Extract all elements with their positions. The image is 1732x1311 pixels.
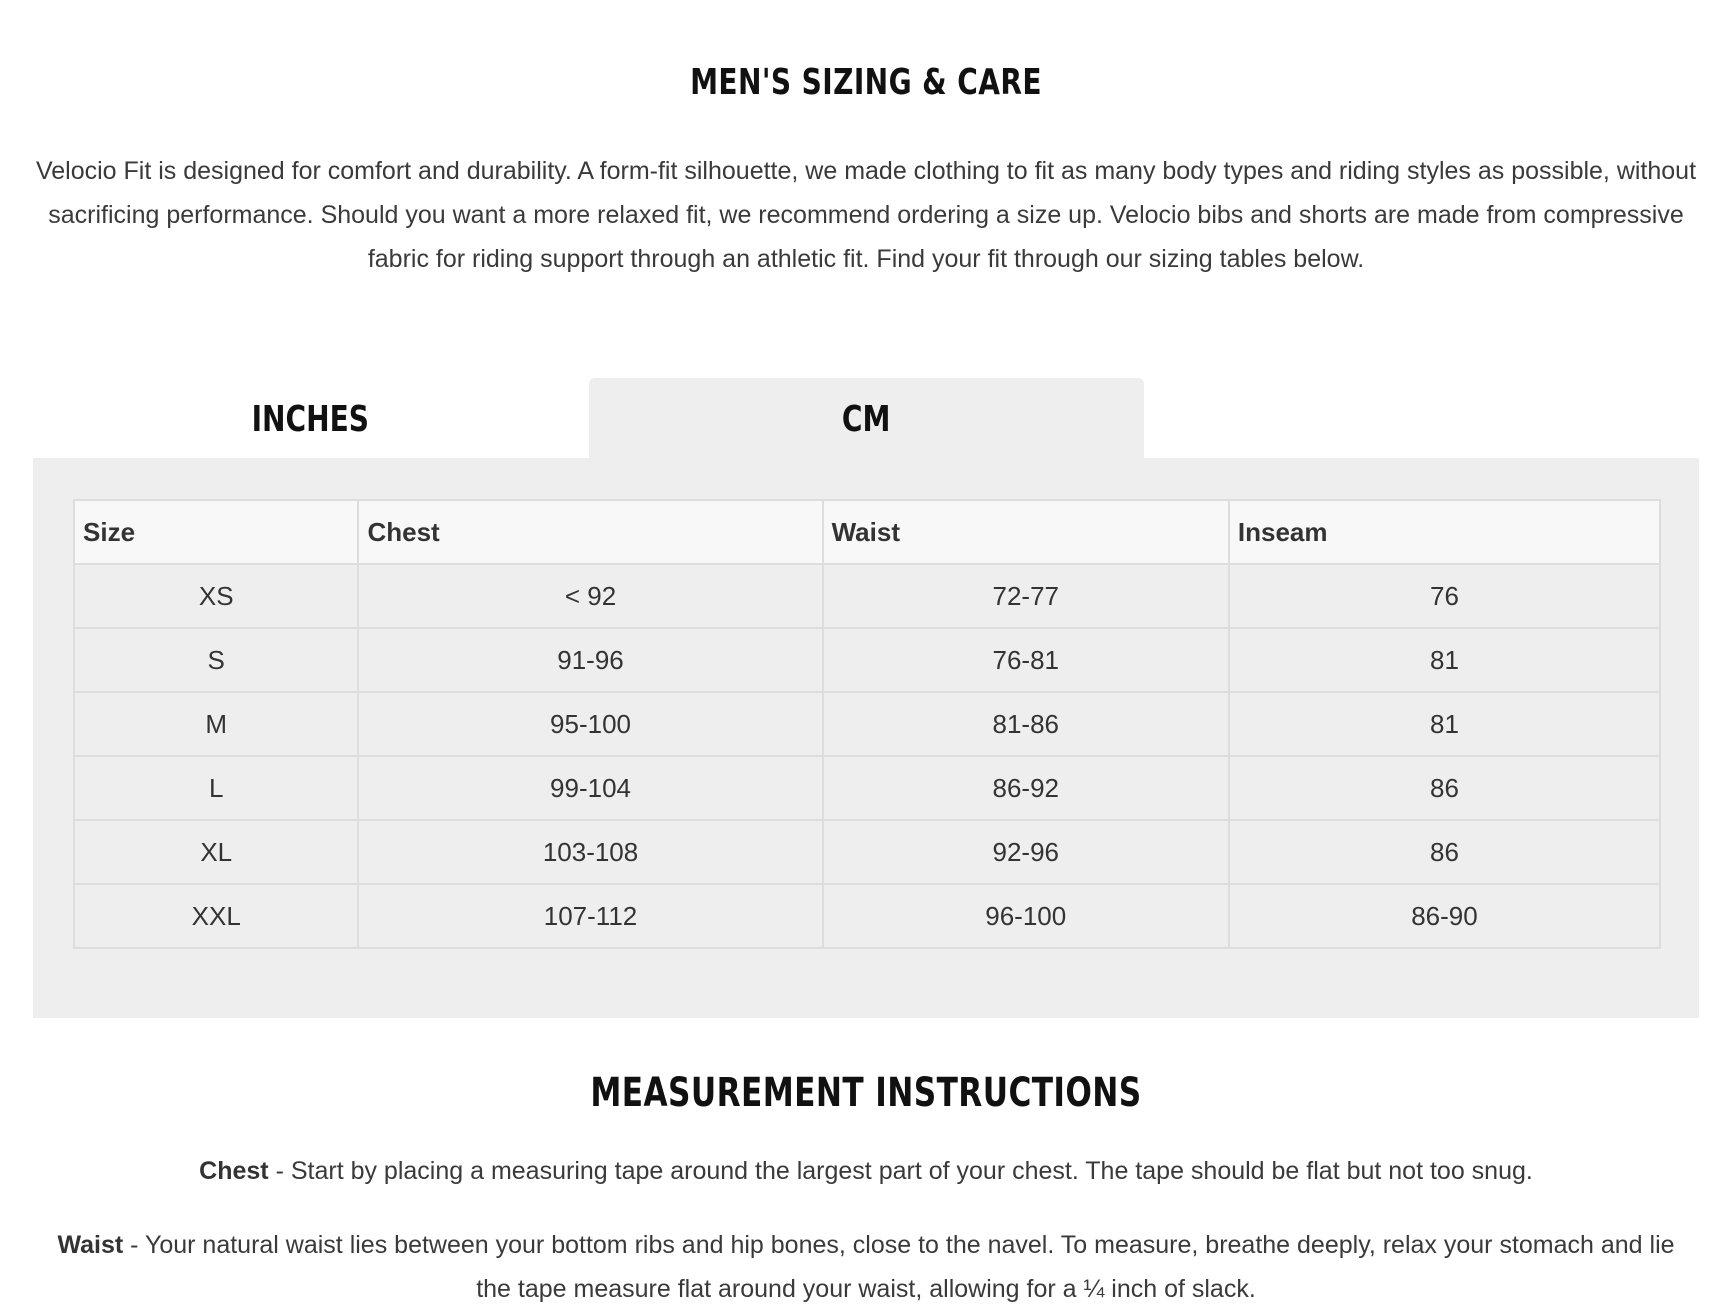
cell-waist: 72-77 xyxy=(823,564,1229,628)
header-chest: Chest xyxy=(358,500,822,564)
waist-label: Waist xyxy=(57,1231,124,1259)
cell-inseam: 76 xyxy=(1229,564,1660,628)
cell-size: L xyxy=(74,756,358,820)
cell-size: S xyxy=(74,628,358,692)
header-waist: Waist xyxy=(823,500,1229,564)
table-header-row xyxy=(74,500,1660,564)
table-row xyxy=(74,564,1660,628)
chest-text: - Start by placing a measuring tape around the largest part of your chest. The tape should be flat but not too snug. xyxy=(268,1157,1533,1185)
cell-inseam: 81 xyxy=(1229,628,1660,692)
tab-inches-label: INCHES xyxy=(251,399,370,440)
cell-waist: 86-92 xyxy=(823,756,1229,820)
cell-size: XXL xyxy=(74,884,358,948)
waist-text: - Your natural waist lies between your bottom ribs and hip bones, close to the navel. To measure, breathe deeply, relax your stomach and lie the tape measure flat around your waist, allowing for a ¼ inch of slack. xyxy=(123,1231,1675,1303)
table-row xyxy=(74,628,1660,692)
cell-chest: 103-108 xyxy=(358,820,822,884)
size-table xyxy=(73,499,1661,949)
measurement-title: MEASUREMENT INSTRUCTIONS xyxy=(590,1070,1142,1117)
cell-waist: 76-81 xyxy=(823,628,1229,692)
chest-instruction xyxy=(40,1149,1692,1193)
table-row xyxy=(74,692,1660,756)
cell-inseam: 86 xyxy=(1229,820,1660,884)
cell-chest: 99-104 xyxy=(358,756,822,820)
cell-chest: 95-100 xyxy=(358,692,822,756)
cell-waist: 92-96 xyxy=(823,820,1229,884)
cell-chest: 91-96 xyxy=(358,628,822,692)
tab-cm[interactable] xyxy=(589,378,1144,458)
cell-waist: 81-86 xyxy=(823,692,1229,756)
cell-inseam: 81 xyxy=(1229,692,1660,756)
table-row xyxy=(74,884,1660,948)
cell-waist: 96-100 xyxy=(823,884,1229,948)
table-row xyxy=(74,756,1660,820)
tab-cm-label: CM xyxy=(842,399,891,440)
cell-chest: < 92 xyxy=(358,564,822,628)
chest-label: Chest xyxy=(199,1157,269,1185)
tab-inches[interactable] xyxy=(33,378,588,458)
cell-inseam: 86 xyxy=(1229,756,1660,820)
header-size: Size xyxy=(74,500,358,564)
cell-size: XL xyxy=(74,820,358,884)
header-inseam: Inseam xyxy=(1229,500,1660,564)
cell-size: M xyxy=(74,692,358,756)
cell-size: XS xyxy=(74,564,358,628)
size-table-panel xyxy=(33,458,1699,1018)
page-title: MEN'S SIZING & CARE xyxy=(690,62,1042,104)
intro-paragraph: Velocio Fit is designed for comfort and durability. A form-fit silhouette, we made clothing to fit as many body types and riding styles as possible, without sacrificing performance. Should you want a more relaxed fit, we recommend ordering a size up. Velocio bibs and shorts are made from compressive fabric for riding support through an athletic fit. Find your fit through our sizing tables below. xyxy=(35,157,1697,273)
table-row xyxy=(74,820,1660,884)
waist-instruction xyxy=(40,1223,1692,1311)
cell-inseam: 86-90 xyxy=(1229,884,1660,948)
cell-chest: 107-112 xyxy=(358,884,822,948)
unit-tabs xyxy=(33,378,1699,458)
